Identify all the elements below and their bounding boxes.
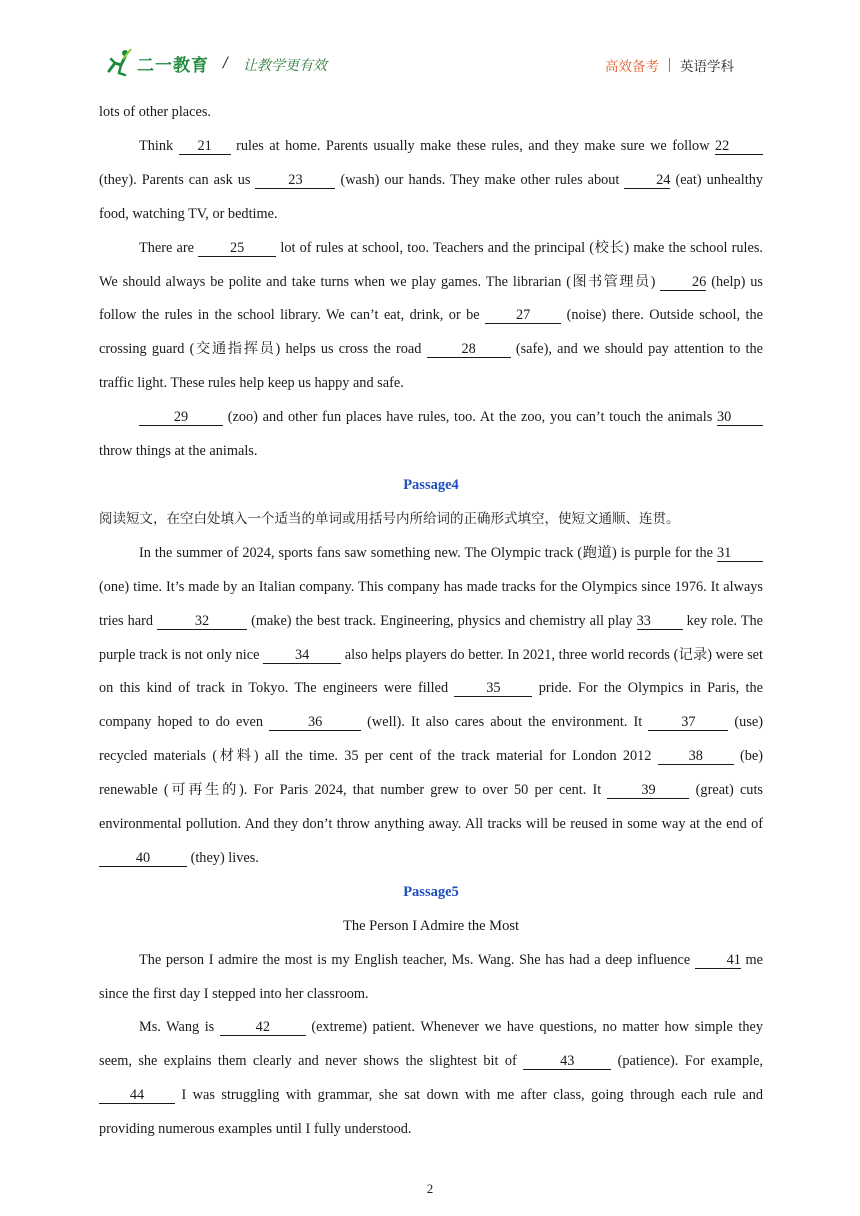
text: (zoo) and other fun places have rules, too. At the zoo, you can’t touch the animals — [227, 409, 713, 426]
text: (they) lives. — [190, 849, 259, 866]
blank-41[interactable]: 41 — [695, 952, 741, 969]
blank-34[interactable]: 34 — [263, 647, 341, 664]
blank-29[interactable]: 29 — [139, 409, 223, 426]
text: (wash) our hands. They make other rules about — [340, 171, 620, 188]
text: throw things at the animals. — [99, 443, 258, 460]
blank-27[interactable]: 27 — [485, 307, 561, 324]
blank-25[interactable]: 25 — [198, 240, 276, 257]
header-subject — [605, 55, 734, 75]
text: me since the first day I stepped into her classroom. — [99, 951, 764, 1002]
text: Think — [139, 137, 174, 154]
header-exam-label: 高效备考 — [605, 59, 659, 75]
text: (well). It also cares about the environment. It — [367, 714, 643, 731]
blank-30[interactable]: 30 — [717, 409, 763, 426]
blank-40[interactable]: 40 — [99, 850, 187, 867]
blank-23[interactable]: 23 — [255, 172, 335, 189]
blank-36[interactable]: 36 — [269, 714, 361, 731]
paragraph-rules-zoo — [99, 401, 763, 469]
paragraph-rules-home — [99, 130, 763, 232]
text: pride. For the Olympics in Paris, the company hoped to do even — [99, 680, 763, 731]
blank-43[interactable]: 43 — [523, 1053, 611, 1070]
text: (patience). For example, — [617, 1053, 764, 1070]
passage5-title: Passage5 — [403, 883, 459, 900]
paragraph-admire-intro — [99, 944, 763, 1012]
instructions: 阅读短文，在空白处填入一个适当的单词或用括号内所给词的正确形式填空，使短文通顺、连贯。 — [99, 510, 680, 527]
site-logo[interactable] — [103, 47, 209, 79]
blank-44[interactable]: 44 — [99, 1087, 175, 1104]
text: Ms. Wang is — [139, 1019, 215, 1036]
blank-32[interactable]: 32 — [157, 613, 247, 630]
text: (help) us follow the rules in the school library. We can’t eat, drink, or be — [99, 273, 763, 324]
logo-text: 二一教育 — [137, 55, 209, 76]
text: (extreme) patient. Whenever we have questions, no matter how simple they seem, she explains them clearly and never shows the slightest bit of — [99, 1019, 763, 1070]
blank-28[interactable]: 28 — [427, 341, 511, 358]
blank-35[interactable]: 35 — [454, 680, 532, 697]
text: (use) recycled materials (材料) all the time. 35 per cent of the track material for London 2012 — [99, 714, 764, 765]
blank-38[interactable]: 38 — [658, 748, 734, 765]
document-body — [99, 96, 763, 1147]
paragraph-ms-wang — [99, 1011, 763, 1147]
text: lots of other places. — [99, 104, 211, 120]
essay-title: The Person I Admire the Most — [343, 917, 519, 934]
text: key role. The purple track is not only nice — [99, 612, 764, 663]
text: (be) renewable (可再生的). For Paris 2024, that number grew to over 50 per cent. It — [99, 748, 764, 799]
text: (eat) unhealthy food, watching TV, or bedtime. — [99, 171, 764, 222]
text: The person I admire the most is my English teacher, Ms. Wang. She has had a deep influence — [139, 951, 691, 968]
page-number: 2 — [426, 1181, 434, 1196]
text: (one) time. It’s made by an Italian company. This company has made tracks for the Olympics since 1976. It always tries hard — [99, 578, 763, 629]
blank-33[interactable]: 33 — [637, 613, 683, 630]
paragraph-olympic-track — [99, 537, 763, 876]
blank-22[interactable]: 22 — [715, 138, 763, 155]
text: I was struggling with grammar, she sat down with me after class, going through each rule and providing numerous examples until I fully understood. — [99, 1087, 763, 1138]
blank-26[interactable]: 26 — [660, 274, 706, 291]
blank-31[interactable]: 31 — [717, 545, 763, 562]
header-slash: / — [223, 55, 228, 71]
text: also helps players do better. In 2021, three world records (记录) were set on this kind of track in Tokyo. The engineers were filled — [99, 646, 763, 697]
passage4-title: Passage4 — [403, 476, 459, 493]
paragraph-continuation — [99, 96, 763, 130]
blank-24[interactable]: 24 — [624, 172, 670, 189]
text: (make) the best track. Engineering, physics and chemistry all play — [251, 612, 633, 629]
text: (great) cuts environmental pollution. And they don’t throw anything away. All tracks will be reused in some way at the end of — [99, 782, 763, 833]
blank-42[interactable]: 42 — [220, 1019, 306, 1036]
runner-logo-icon — [103, 47, 135, 79]
text: lot of rules at school, too. Teachers and the principal (校长) make the school rules. We should always be polite and take turns when we play games. The librarian (图书管理员) — [99, 239, 763, 290]
header-slogan: 让教学更有效 — [243, 58, 327, 74]
text: There are — [139, 239, 194, 256]
paragraph-rules-school — [99, 232, 763, 402]
blank-21[interactable]: 21 — [179, 138, 231, 155]
text: (noise) there. Outside school, the crossing guard (交通指挥员) helps us cross the road — [99, 307, 764, 358]
header-divider — [669, 58, 670, 72]
text: rules at home. Parents usually make these rules, and they make sure we follow — [236, 137, 710, 154]
text: (safe), and we should pay attention to the traffic light. These rules help keep us happy and safe. — [99, 341, 764, 392]
blank-37[interactable]: 37 — [648, 714, 728, 731]
text: (they). Parents can ask us — [99, 171, 251, 188]
text: In the summer of 2024, sports fans saw something new. The Olympic track (跑道) is purple for the — [139, 544, 713, 561]
header-subject-label: 英语学科 — [680, 59, 734, 75]
blank-39[interactable]: 39 — [607, 782, 689, 799]
page-header — [0, 0, 860, 90]
